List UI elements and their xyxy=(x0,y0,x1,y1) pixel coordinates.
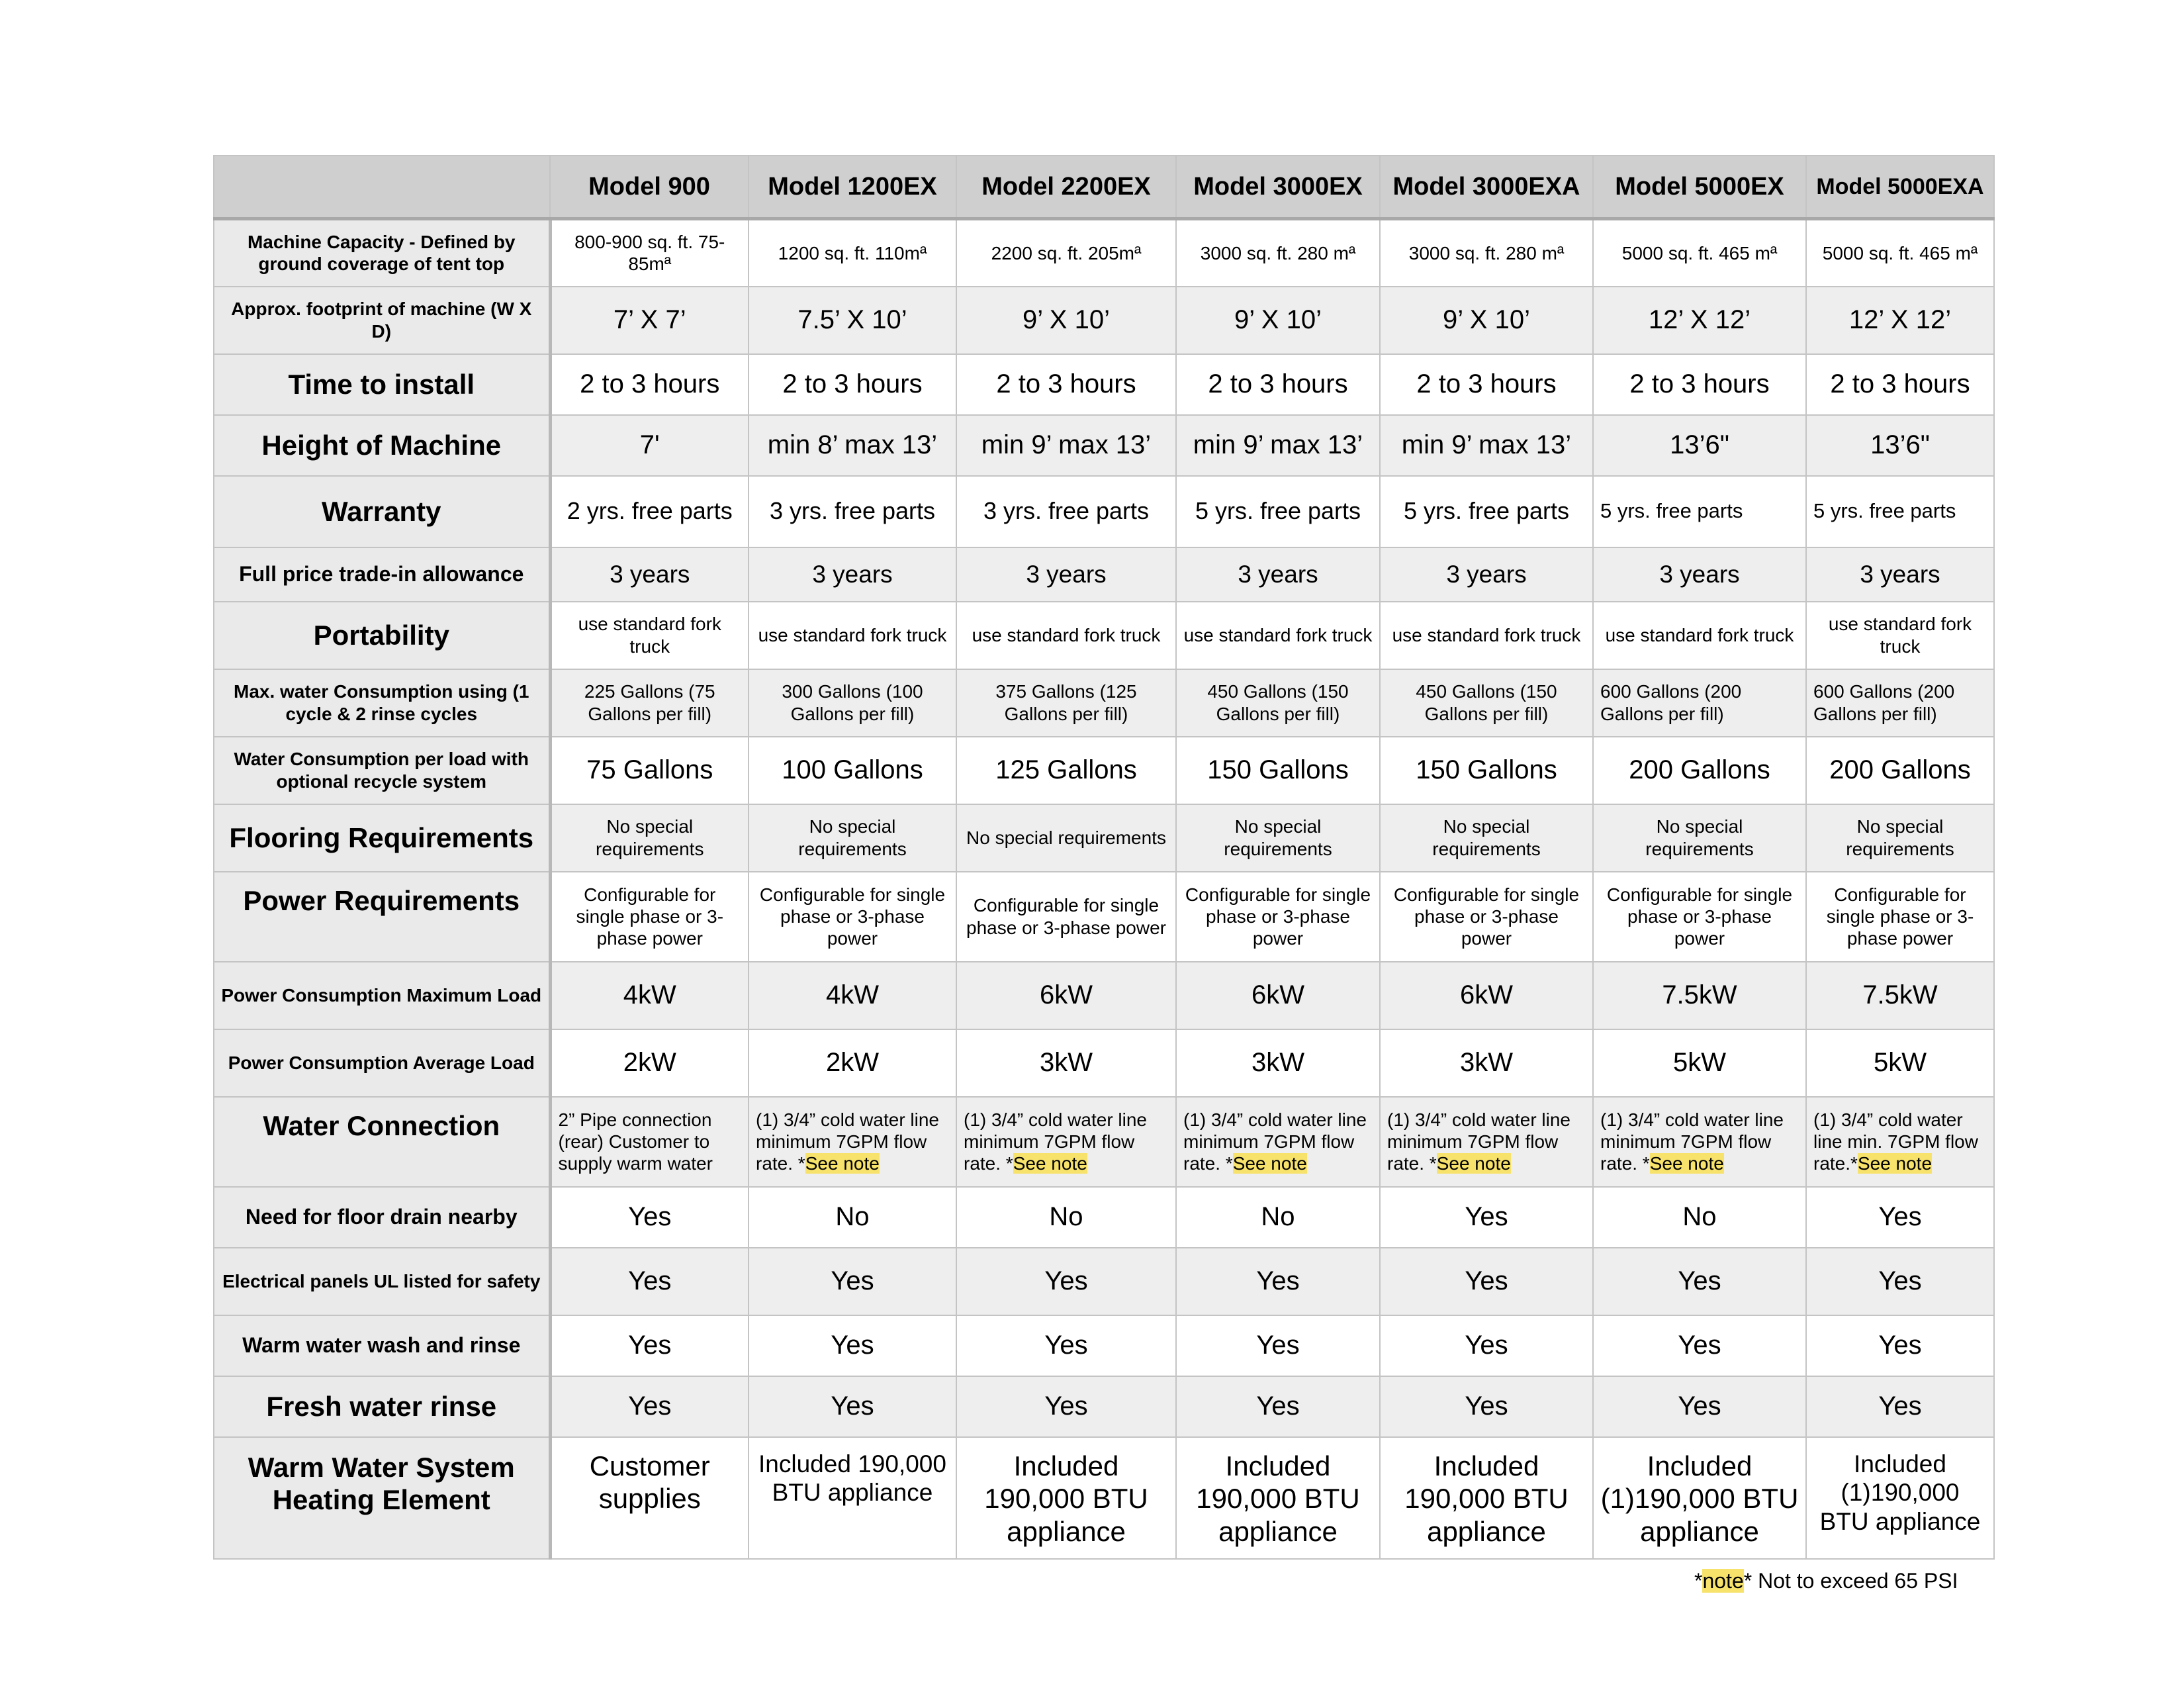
table-cell: Yes xyxy=(1380,1376,1593,1437)
table-cell: 3000 sq. ft. 280 mª xyxy=(1380,219,1593,287)
table-cell: Yes xyxy=(956,1376,1176,1437)
table-cell: 4kW xyxy=(550,962,749,1029)
table-cell: No special requirements xyxy=(550,804,749,872)
table-cell: Configurable for single phase or 3-phase power xyxy=(1593,872,1806,962)
row-label: Power Consumption Maximum Load xyxy=(214,962,550,1029)
table-cell: 3 years xyxy=(1176,547,1380,602)
see-note-link: See note xyxy=(1857,1153,1933,1174)
table-cell: 3 years xyxy=(956,547,1176,602)
table-cell: Yes xyxy=(1806,1187,1994,1248)
table-cell: 5kW xyxy=(1806,1029,1994,1097)
table-row xyxy=(214,287,1994,354)
table-cell: Included 190,000 BTU appliance xyxy=(956,1437,1176,1559)
row-label: Flooring Requirements xyxy=(214,804,550,872)
spec-comparison-table xyxy=(213,155,1995,1560)
row-label: Max. water Consumption using (1 cycle & 2 rinse cycles xyxy=(214,669,550,737)
table-cell: Configurable for single phase or 3-phase power xyxy=(1176,872,1380,962)
table-row xyxy=(214,1315,1994,1376)
table-cell: Yes xyxy=(749,1376,956,1437)
table-cell: 2200 sq. ft. 205mª xyxy=(956,219,1176,287)
table-cell: Yes xyxy=(1806,1248,1994,1315)
table-cell: use standard fork truck xyxy=(749,602,956,669)
table-cell: Configurable for single phase or 3-phase power xyxy=(749,872,956,962)
row-label: Warm water wash and rinse xyxy=(214,1315,550,1376)
table-cell: 1200 sq. ft. 110mª xyxy=(749,219,956,287)
model-header: Model 3000EXA xyxy=(1380,156,1593,219)
table-cell: 6kW xyxy=(1380,962,1593,1029)
see-note-link: See note xyxy=(805,1153,880,1174)
table-cell xyxy=(749,1097,956,1187)
table-row xyxy=(214,1097,1994,1187)
table-cell xyxy=(1806,1097,1994,1187)
table-cell: Yes xyxy=(550,1248,749,1315)
table-cell: use standard fork truck xyxy=(550,602,749,669)
table-cell: 200 Gallons xyxy=(1593,737,1806,804)
table-cell: 5 yrs. free parts xyxy=(1593,476,1806,547)
table-cell: 13’6" xyxy=(1593,415,1806,476)
table-row xyxy=(214,354,1994,415)
table-cell: 2 to 3 hours xyxy=(1806,354,1994,415)
table-cell: Yes xyxy=(1593,1315,1806,1376)
table-row xyxy=(214,737,1994,804)
table-cell: 2 to 3 hours xyxy=(1176,354,1380,415)
row-label: Water Consumption per load with optional recycle system xyxy=(214,737,550,804)
table-cell: Yes xyxy=(1380,1315,1593,1376)
table-cell: 3000 sq. ft. 280 mª xyxy=(1176,219,1380,287)
table-row xyxy=(214,415,1994,476)
table-cell xyxy=(550,1097,749,1187)
table-cell: 800-900 sq. ft. 75-85mª xyxy=(550,219,749,287)
row-label: Full price trade-in allowance xyxy=(214,547,550,602)
see-note-link: See note xyxy=(1232,1153,1307,1174)
table-cell: 7.5kW xyxy=(1593,962,1806,1029)
table-cell: 2kW xyxy=(550,1029,749,1097)
table-cell: No xyxy=(749,1187,956,1248)
table-cell: min 9’ max 13’ xyxy=(1380,415,1593,476)
table-cell: 3kW xyxy=(1380,1029,1593,1097)
table-row xyxy=(214,1187,1994,1248)
row-label: Time to install xyxy=(214,354,550,415)
table-cell: 3 years xyxy=(1593,547,1806,602)
row-label: Fresh water rinse xyxy=(214,1376,550,1437)
table-cell: 7’ X 7’ xyxy=(550,287,749,354)
table-cell: No xyxy=(1176,1187,1380,1248)
row-label: Portability xyxy=(214,602,550,669)
table-cell: use standard fork truck xyxy=(1176,602,1380,669)
table-cell: No special requirements xyxy=(1380,804,1593,872)
cell-text: (1) 3/4” cold water line minimum 7GPM flow rate. * xyxy=(756,1109,940,1174)
table-cell: Yes xyxy=(956,1315,1176,1376)
table-cell: 450 Gallons (150 Gallons per fill) xyxy=(1380,669,1593,737)
table-cell: Configurable for single phase or 3-phase power xyxy=(1806,872,1994,962)
table-cell: 375 Gallons (125 Gallons per fill) xyxy=(956,669,1176,737)
table-cell: 3 yrs. free parts xyxy=(749,476,956,547)
footnote-prefix: * xyxy=(1694,1569,1703,1593)
table-cell: 3kW xyxy=(1176,1029,1380,1097)
table-cell: Included 190,000 BTU appliance xyxy=(1380,1437,1593,1559)
table-cell: Included (1)190,000 BTU appliance xyxy=(1593,1437,1806,1559)
table-cell: 150 Gallons xyxy=(1176,737,1380,804)
table-cell: min 8’ max 13’ xyxy=(749,415,956,476)
table-cell: 9’ X 10’ xyxy=(956,287,1176,354)
table-cell: 7.5kW xyxy=(1806,962,1994,1029)
table-cell: 300 Gallons (100 Gallons per fill) xyxy=(749,669,956,737)
table-cell: Yes xyxy=(749,1248,956,1315)
table-cell: 450 Gallons (150 Gallons per fill) xyxy=(1176,669,1380,737)
table-cell: Yes xyxy=(550,1187,749,1248)
table-row xyxy=(214,804,1994,872)
table-cell: Yes xyxy=(1380,1187,1593,1248)
table-cell: 150 Gallons xyxy=(1380,737,1593,804)
table-cell: 125 Gallons xyxy=(956,737,1176,804)
row-label: Warranty xyxy=(214,476,550,547)
row-label: Need for floor drain nearby xyxy=(214,1187,550,1248)
table-cell: 5000 sq. ft. 465 mª xyxy=(1593,219,1806,287)
model-header: Model 3000EX xyxy=(1176,156,1380,219)
row-label: Height of Machine xyxy=(214,415,550,476)
see-note-link: See note xyxy=(1013,1153,1087,1174)
table-row xyxy=(214,1437,1994,1559)
table-cell: 225 Gallons (75 Gallons per fill) xyxy=(550,669,749,737)
table-cell: 5 yrs. free parts xyxy=(1176,476,1380,547)
cell-text: (1) 3/4” cold water line min. 7GPM flow rate.* xyxy=(1813,1109,1978,1174)
table-cell: Included 190,000 BTU appliance xyxy=(749,1437,956,1559)
table-cell: 6kW xyxy=(956,962,1176,1029)
header-corner xyxy=(214,156,550,219)
table-cell: No special requirements xyxy=(1593,804,1806,872)
table-cell: No special requirements xyxy=(749,804,956,872)
table-cell: 2 to 3 hours xyxy=(1593,354,1806,415)
row-label: Power Requirements xyxy=(214,872,550,962)
table-cell: 12’ X 12’ xyxy=(1593,287,1806,354)
table-row xyxy=(214,1029,1994,1097)
table-cell: Yes xyxy=(1806,1315,1994,1376)
table-cell xyxy=(1380,1097,1593,1187)
table-cell: 2 yrs. free parts xyxy=(550,476,749,547)
table-row xyxy=(214,872,1994,962)
row-label: Electrical panels UL listed for safety xyxy=(214,1248,550,1315)
table-cell: 7' xyxy=(550,415,749,476)
table-cell: 3 years xyxy=(1806,547,1994,602)
table-cell: No special requirements xyxy=(956,804,1176,872)
table-cell xyxy=(1176,1097,1380,1187)
cell-text: (1) 3/4” cold water line minimum 7GPM flow rate. * xyxy=(964,1109,1148,1174)
row-label: Warm Water System Heating Element xyxy=(214,1437,550,1559)
table-cell: Configurable for single phase or 3-phase power xyxy=(1380,872,1593,962)
table-cell: use standard fork truck xyxy=(956,602,1176,669)
footnote-note: note xyxy=(1702,1569,1744,1593)
see-note-link: See note xyxy=(1649,1153,1724,1174)
table-row xyxy=(214,602,1994,669)
table-cell xyxy=(1593,1097,1806,1187)
table-cell: 75 Gallons xyxy=(550,737,749,804)
table-cell: 3 years xyxy=(1380,547,1593,602)
table-cell: No special requirements xyxy=(1176,804,1380,872)
cell-text: (1) 3/4” cold water line minimum 7GPM flow rate. * xyxy=(1600,1109,1784,1174)
model-header: Model 2200EX xyxy=(956,156,1176,219)
table-row xyxy=(214,669,1994,737)
table-cell: Configurable for single phase or 3-phase power xyxy=(956,872,1176,962)
table-cell: 600 Gallons (200 Gallons per fill) xyxy=(1593,669,1806,737)
cell-text: (1) 3/4” cold water line minimum 7GPM flow rate. * xyxy=(1387,1109,1571,1174)
table-cell: 9’ X 10’ xyxy=(1380,287,1593,354)
row-label: Power Consumption Average Load xyxy=(214,1029,550,1097)
table-row xyxy=(214,547,1994,602)
header-row xyxy=(214,156,1994,219)
table-cell: 12’ X 12’ xyxy=(1806,287,1994,354)
table-row xyxy=(214,1248,1994,1315)
table-cell: 6kW xyxy=(1176,962,1380,1029)
cell-text: 2” Pipe connection (rear) Customer to supply warm water xyxy=(558,1109,713,1174)
table-cell: min 9’ max 13’ xyxy=(956,415,1176,476)
table-cell: Yes xyxy=(1593,1376,1806,1437)
table-cell: 3 years xyxy=(749,547,956,602)
table-cell: 2 to 3 hours xyxy=(956,354,1176,415)
table-cell xyxy=(956,1097,1176,1187)
table-cell: 100 Gallons xyxy=(749,737,956,804)
see-note-link: See note xyxy=(1436,1153,1511,1174)
row-label: Water Connection xyxy=(214,1097,550,1187)
table-row xyxy=(214,219,1994,287)
table-cell: 5000 sq. ft. 465 mª xyxy=(1806,219,1994,287)
table-cell: Configurable for single phase or 3-phase power xyxy=(550,872,749,962)
table-cell: No xyxy=(1593,1187,1806,1248)
table-cell: Customer supplies xyxy=(550,1437,749,1559)
table-cell: Yes xyxy=(550,1315,749,1376)
table-cell: use standard fork truck xyxy=(1380,602,1593,669)
table-cell: 3 yrs. free parts xyxy=(956,476,1176,547)
table-cell: 3 years xyxy=(550,547,749,602)
table-cell: Yes xyxy=(1593,1248,1806,1315)
table-cell: Yes xyxy=(956,1248,1176,1315)
table-cell: 3kW xyxy=(956,1029,1176,1097)
table-cell: 5kW xyxy=(1593,1029,1806,1097)
table-cell: No special requirements xyxy=(1806,804,1994,872)
table-cell: 200 Gallons xyxy=(1806,737,1994,804)
table-cell: 2 to 3 hours xyxy=(749,354,956,415)
table-cell: 2kW xyxy=(749,1029,956,1097)
table-cell: No xyxy=(956,1187,1176,1248)
table-cell: Included (1)190,000 BTU appliance xyxy=(1806,1437,1994,1559)
table-cell: 5 yrs. free parts xyxy=(1380,476,1593,547)
table-cell: 13’6" xyxy=(1806,415,1994,476)
table-cell: Yes xyxy=(1176,1376,1380,1437)
table-cell: Yes xyxy=(1176,1315,1380,1376)
footnote xyxy=(1694,1569,1958,1593)
table-cell: 2 to 3 hours xyxy=(1380,354,1593,415)
table-row xyxy=(214,476,1994,547)
table-cell: 9’ X 10’ xyxy=(1176,287,1380,354)
table-cell: 5 yrs. free parts xyxy=(1806,476,1994,547)
table-cell: Yes xyxy=(1806,1376,1994,1437)
model-header: Model 1200EX xyxy=(749,156,956,219)
table-cell: Yes xyxy=(749,1315,956,1376)
row-label: Machine Capacity - Defined by ground coverage of tent top xyxy=(214,219,550,287)
row-label: Approx. footprint of machine (W X D) xyxy=(214,287,550,354)
table-cell: Yes xyxy=(1380,1248,1593,1315)
table-cell: Included 190,000 BTU appliance xyxy=(1176,1437,1380,1559)
cell-text: (1) 3/4” cold water line minimum 7GPM flow rate. * xyxy=(1183,1109,1367,1174)
table-cell: 4kW xyxy=(749,962,956,1029)
table-cell: 7.5’ X 10’ xyxy=(749,287,956,354)
footnote-text: * Not to exceed 65 PSI xyxy=(1743,1569,1958,1593)
table-cell: Yes xyxy=(1176,1248,1380,1315)
table-row xyxy=(214,1376,1994,1437)
table-cell: Yes xyxy=(550,1376,749,1437)
table-cell: use standard fork truck xyxy=(1806,602,1994,669)
model-header: Model 900 xyxy=(550,156,749,219)
model-header: Model 5000EX xyxy=(1593,156,1806,219)
table-row xyxy=(214,962,1994,1029)
table-cell: min 9’ max 13’ xyxy=(1176,415,1380,476)
model-header: Model 5000EXA xyxy=(1806,156,1994,219)
table-cell: use standard fork truck xyxy=(1593,602,1806,669)
table-cell: 2 to 3 hours xyxy=(550,354,749,415)
table-cell: 600 Gallons (200 Gallons per fill) xyxy=(1806,669,1994,737)
